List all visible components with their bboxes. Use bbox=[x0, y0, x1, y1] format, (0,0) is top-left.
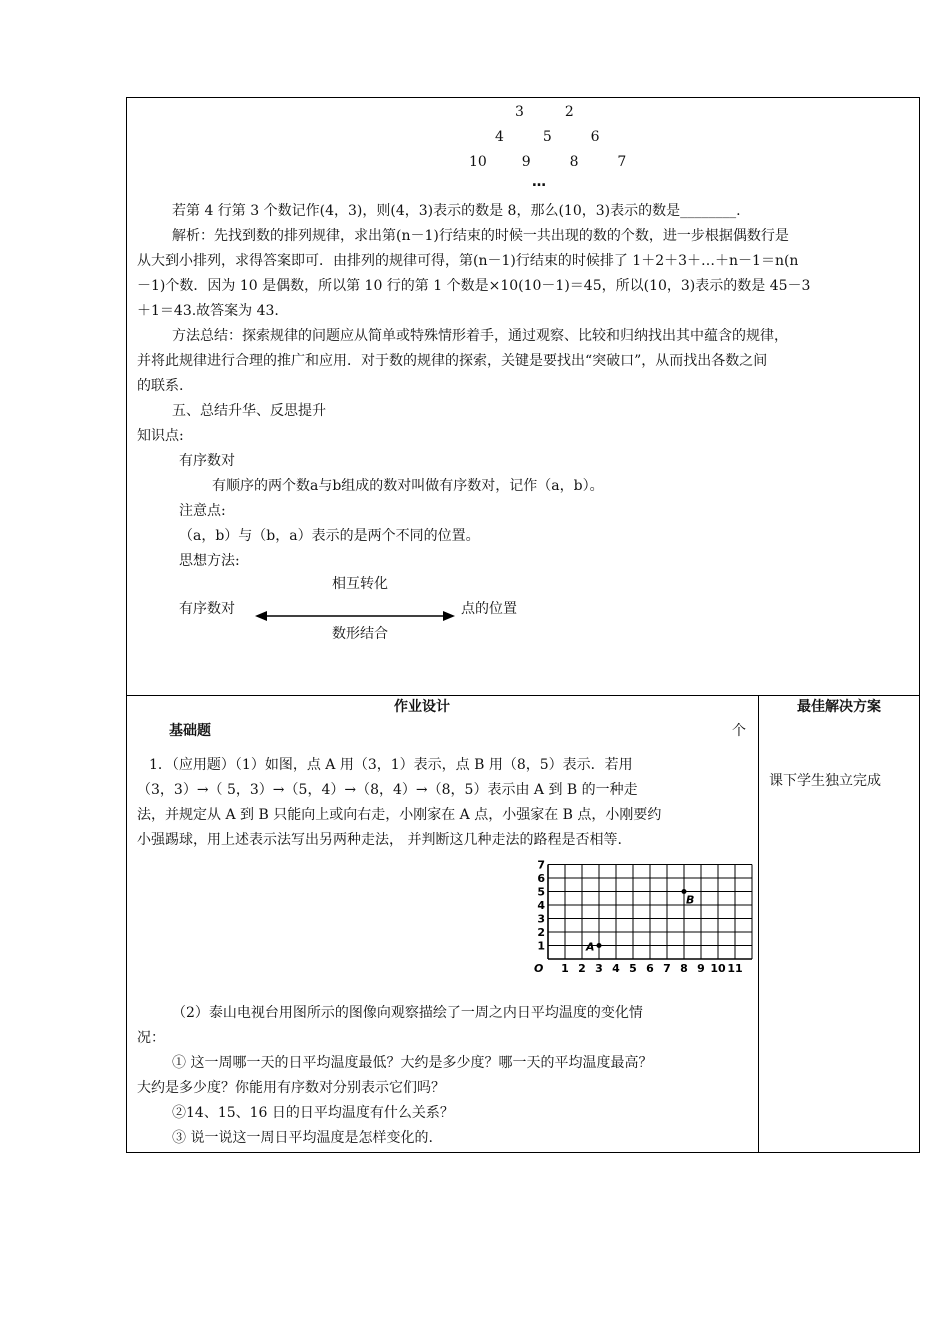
analysis-line-3: －1)个数．因为 10 是偶数，所以第 10 行的第 1 个数是×10(10－1)＝45，所以(10，3)表示的数是 45－3 bbox=[137, 278, 811, 294]
analysis-line-1: 解析：先找到数的排列规律，求出第(n－1)行结束的时候一共出现的数的个数，进一步根据偶数行是 bbox=[172, 228, 789, 244]
q2-c: ③ 说一说这一周日平均温度是怎样变化的. bbox=[172, 1130, 433, 1146]
pattern-ellipsis: … bbox=[532, 174, 546, 190]
x-tick-label: 8 bbox=[680, 962, 688, 975]
diagram-left-label: 有序数对 bbox=[179, 601, 235, 617]
homework-title: 作业设计 bbox=[394, 699, 450, 715]
solution-title: 最佳解决方案 bbox=[797, 699, 881, 715]
diagram-bottom-label: 数形结合 bbox=[332, 626, 388, 642]
pattern-row-4 bbox=[469, 150, 626, 174]
x-tick-label: 9 bbox=[697, 962, 705, 975]
y-tick-label: 1 bbox=[537, 939, 545, 953]
q2-line-1: （2）泰山电视台用图所示的图像向观察描绘了一周之内日平均温度的变化情 bbox=[172, 1005, 643, 1021]
x-tick-label: 10 bbox=[710, 962, 726, 975]
coordinate-grid bbox=[532, 855, 754, 980]
q1-line-3: 法，并规定从 A 到 B 只能向上或向右走，小刚家在 A 点，小强家在 B 点，小刚要约 bbox=[137, 807, 662, 823]
x-tick-label: 6 bbox=[646, 962, 654, 975]
y-tick-label: 6 bbox=[537, 872, 545, 885]
y-tick-label: 4 bbox=[537, 899, 545, 912]
method-line-1: 方法总结：探索规律的问题应从简单或特殊情形着手，通过观察、比较和归纳找出其中蕴含的规律， bbox=[172, 328, 788, 344]
lesson-table bbox=[126, 97, 920, 1153]
pattern-row-3 bbox=[495, 125, 600, 149]
q2-a-line-2: 大约是多少度？你能用有序数对分别表示它们吗？ bbox=[137, 1080, 445, 1096]
unit-label: 个 bbox=[732, 723, 746, 739]
basic-label: 基础题 bbox=[169, 723, 211, 739]
method-label: 思想方法: bbox=[179, 553, 240, 569]
solution-cell bbox=[759, 695, 919, 1152]
x-tick-label: 2 bbox=[578, 962, 586, 975]
pattern-num: 8 bbox=[569, 154, 579, 170]
solution-note: 课下学生独立完成 bbox=[769, 773, 881, 789]
method-line-2: 并将此规律进行合理的推广和应用．对于数的规律的探索，关键是要找出“突破口”，从而找出各数之间 bbox=[137, 353, 768, 369]
pattern-num: 2 bbox=[564, 104, 574, 120]
note-label: 注意点: bbox=[179, 503, 226, 519]
q1-line-1: 1．（应用题）（1）如图，点 A 用（3，1）表示，点 B 用（8，5）表示．若用 bbox=[149, 757, 633, 773]
pattern-row-2 bbox=[515, 100, 574, 124]
pattern-num: 6 bbox=[590, 129, 600, 145]
q1-line-2: （3，3）→（ 5，3）→（5，4）→（8，4）→（8，5）表示由 A 到 B 的一种走 bbox=[137, 782, 638, 798]
x-tick-label: 5 bbox=[629, 962, 637, 975]
x-tick-label: 4 bbox=[612, 962, 620, 975]
diagram-top-label: 相互转化 bbox=[332, 576, 388, 592]
pattern-num: 9 bbox=[521, 154, 531, 170]
y-tick-label: 7 bbox=[537, 858, 545, 872]
y-tick-label: 3 bbox=[537, 912, 545, 926]
point-a bbox=[597, 943, 602, 948]
top-cell bbox=[127, 98, 919, 696]
homework-cell bbox=[127, 695, 759, 1152]
method-line-3: 的联系. bbox=[137, 378, 184, 394]
q2-b: ②14、15、16 日的日平均温度有什么关系？ bbox=[172, 1105, 454, 1121]
note-text: （a，b）与（b，a）表示的是两个不同的位置。 bbox=[179, 528, 480, 544]
point-a-label: A bbox=[586, 940, 595, 954]
double-arrow-icon bbox=[255, 609, 455, 623]
analysis-line-2: 从大到小排列，求得答案即可．由排列的规律可得，第(n－1)行结束的时候排了 1＋2＋3＋…＋n－1＝n(n bbox=[137, 253, 799, 269]
point-b-label: B bbox=[686, 893, 695, 907]
y-tick-label: 2 bbox=[537, 926, 545, 939]
q2-a-line-1: ① 这一周哪一天的日平均温度最低？大约是多少度？哪一天的平均温度最高？ bbox=[172, 1055, 653, 1071]
pattern-num: 3 bbox=[515, 104, 524, 120]
q1-line-4: 小强踢球，用上述表示法写出另两种走法， 并判断这几种走法的路程是否相等. bbox=[137, 832, 622, 848]
pattern-num: 7 bbox=[617, 154, 627, 170]
pattern-num: 4 bbox=[495, 129, 504, 145]
diagram-right-label: 点的位置 bbox=[461, 601, 517, 617]
origin-label: O bbox=[534, 962, 544, 975]
pattern-num: 10 bbox=[469, 154, 487, 170]
x-tick-label: 11 bbox=[727, 962, 743, 975]
analysis-line-4: ＋1＝43.故答案为 43. bbox=[137, 303, 279, 319]
y-tick-label: 5 bbox=[537, 885, 545, 899]
definition-text: 有顺序的两个数a与b组成的数对叫做有序数对，记作（a，b）。 bbox=[212, 478, 604, 494]
x-tick-label: 1 bbox=[561, 962, 569, 975]
problem-question: 若第 4 行第 3 个数记作(4，3)，则(4，3)表示的数是 8，那么(10，3)表示的数是________. bbox=[172, 203, 741, 219]
summary-heading: 五、总结升华、反思提升 bbox=[172, 403, 326, 419]
grid-figure bbox=[532, 855, 754, 980]
x-tick-label: 7 bbox=[663, 962, 671, 975]
q2-line-2: 况： bbox=[137, 1030, 165, 1046]
pattern-num: 5 bbox=[542, 129, 552, 145]
topic-title: 有序数对 bbox=[179, 453, 235, 469]
knowledge-label: 知识点: bbox=[137, 428, 184, 444]
x-tick-label: 3 bbox=[595, 962, 603, 975]
